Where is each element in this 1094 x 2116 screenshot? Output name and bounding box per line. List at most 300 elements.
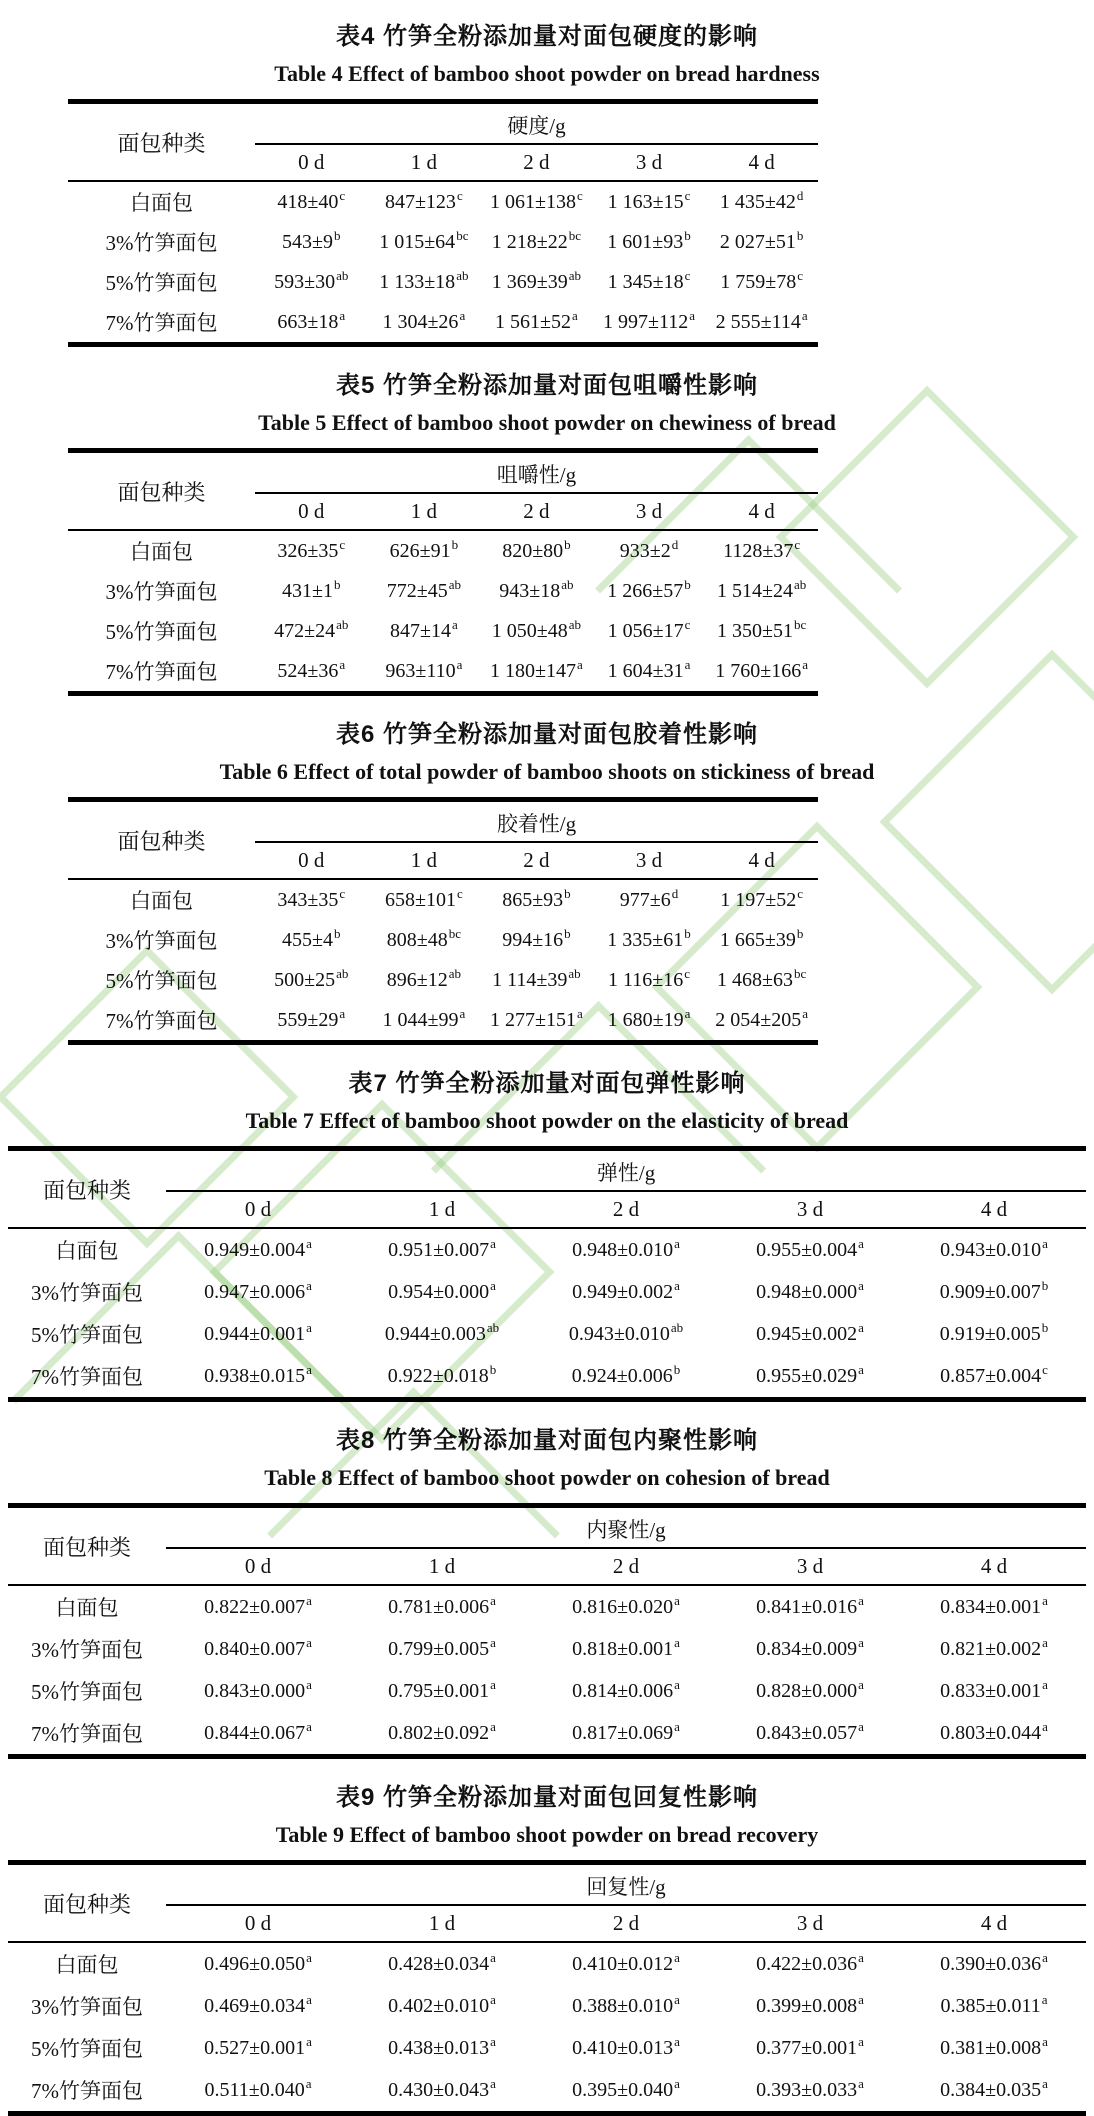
significance-superscript: c xyxy=(797,267,804,283)
value-cell: 0.834±0.009$^a$ xyxy=(756,1634,864,1660)
significance-superscript: ab xyxy=(336,267,349,283)
table-row xyxy=(68,1000,818,1043)
significance-superscript: b xyxy=(684,576,691,592)
table-block-4 xyxy=(0,16,1094,347)
value-cell: 1 $665\pm 39^b$ xyxy=(719,925,804,951)
significance-superscript: b xyxy=(673,1361,681,1377)
data-table xyxy=(8,1860,1086,2116)
day-column-header: 0 d xyxy=(166,1905,350,1942)
value-cell: 0.909±0.007$^b$ xyxy=(939,1277,1049,1303)
significance-superscript: ab xyxy=(794,576,807,592)
day-column-header: 4 d xyxy=(902,1905,1086,1942)
significance-superscript: b xyxy=(796,925,804,941)
significance-superscript: a xyxy=(339,307,346,323)
significance-superscript: a xyxy=(339,1005,346,1021)
day-header-row xyxy=(8,1905,1086,1942)
value-cell: 0.843±0.057$^a$ xyxy=(756,1718,864,1744)
row-label: 3%竹笋面包 xyxy=(31,1995,143,2019)
significance-superscript: a xyxy=(674,1235,680,1251)
value-cell: 0.857±0.004$^c$ xyxy=(940,1361,1048,1387)
row-label: 5%竹笋面包 xyxy=(31,1323,143,1347)
header-row-top xyxy=(8,1863,1086,1906)
value-cell: 0.949±0.004$^a$ xyxy=(204,1235,312,1261)
significance-superscript: c xyxy=(794,536,801,552)
metric-label: 内聚性/g xyxy=(166,1506,1086,1549)
table-row xyxy=(68,571,818,611)
table-block-8 xyxy=(0,1420,1094,1759)
significance-superscript: c xyxy=(339,885,346,901)
table-title-chinese: 表6 竹笋全粉添加量对面包胶着性影响 xyxy=(335,721,758,748)
day-column-header: 3 d xyxy=(718,1548,902,1585)
header-row-top xyxy=(8,1149,1086,1192)
value-cell: $593\pm 30^{ab}$ xyxy=(274,267,349,293)
row-label: 白面包 xyxy=(55,1239,119,1263)
value-cell: 1 $759\pm 78^c$ xyxy=(720,267,804,293)
table-title-english: Table 8 Effect of bamboo shoot powder on cohesion of bread xyxy=(264,1465,830,1490)
significance-superscript: a xyxy=(684,656,691,672)
metric-label: 回复性/g xyxy=(166,1863,1086,1906)
row-label: 7%竹笋面包 xyxy=(31,1365,143,1389)
significance-superscript: a xyxy=(490,1991,496,2007)
significance-superscript: bc xyxy=(794,965,807,981)
header-row-top xyxy=(8,1506,1086,1549)
significance-superscript: d xyxy=(671,885,679,901)
row-label: 7%竹笋面包 xyxy=(105,660,218,684)
significance-superscript: a xyxy=(674,1277,680,1293)
value-cell: 0.943±0.010$^a$ xyxy=(940,1235,1048,1261)
significance-superscript: b xyxy=(684,925,691,941)
significance-superscript: a xyxy=(306,1277,312,1293)
value-cell: $326\pm 35^c$ xyxy=(277,536,346,562)
significance-superscript: c xyxy=(684,965,691,981)
data-table xyxy=(68,797,818,1045)
value-cell: 0.795±0.001$^a$ xyxy=(388,1676,496,1702)
table-row xyxy=(68,879,818,920)
significance-superscript: b xyxy=(334,925,341,941)
value-cell: 0.381±0.008$^a$ xyxy=(940,2033,1048,2059)
value-cell: 0.814±0.006$^a$ xyxy=(572,1676,680,1702)
significance-superscript: d xyxy=(671,536,679,552)
value-cell: 1 $015\pm 64^{bc}$ xyxy=(379,227,469,253)
significance-superscript: a xyxy=(490,1718,496,1734)
day-column-header: 4 d xyxy=(902,1548,1086,1585)
day-column-header: 3 d xyxy=(593,144,706,181)
significance-superscript: a xyxy=(306,1991,312,2007)
significance-superscript: ab xyxy=(486,1319,500,1335)
value-cell: 0.948±0.000$^a$ xyxy=(756,1277,864,1303)
table-row xyxy=(68,960,818,1000)
row-label: 3%竹笋面包 xyxy=(31,1281,143,1305)
table-row xyxy=(8,1712,1086,1757)
value-cell: 1 $277\pm 151^a$ xyxy=(490,1005,583,1031)
day-column-header: 3 d xyxy=(593,493,706,530)
value-cell: 1 $044\pm 99^a$ xyxy=(382,1005,466,1031)
value-cell: 0.924±0.006$^b$ xyxy=(571,1361,681,1387)
value-cell: $896\pm 12^{ab}$ xyxy=(386,965,461,991)
value-cell: $472\pm 24^{ab}$ xyxy=(274,616,349,642)
significance-superscript: a xyxy=(858,1361,864,1377)
row-header-label: 面包种类 xyxy=(8,1506,166,1586)
row-header-label: 面包种类 xyxy=(8,1149,166,1229)
significance-superscript: a xyxy=(1042,2075,1048,2091)
value-cell: 1 $197\pm 52^c$ xyxy=(720,885,804,911)
significance-superscript: a xyxy=(490,2075,496,2091)
table-row xyxy=(8,1628,1086,1670)
row-label: 白面包 xyxy=(129,540,193,564)
table-row xyxy=(68,262,818,302)
value-cell: 1 $335\pm 61^b$ xyxy=(607,925,691,951)
significance-superscript: b xyxy=(796,227,804,243)
table-row xyxy=(68,651,818,694)
value-cell: $1128\pm 37^c$ xyxy=(723,536,801,562)
metric-label: 咀嚼性/g xyxy=(255,451,818,494)
day-header-row xyxy=(8,1191,1086,1228)
table-title-chinese: 表7 竹笋全粉添加量对面包弹性影响 xyxy=(348,1070,746,1097)
value-cell: 1 $350\pm 51^{bc}$ xyxy=(717,616,807,642)
row-label: 7%竹笋面包 xyxy=(31,1722,143,1746)
significance-superscript: a xyxy=(572,307,578,323)
table-block-9 xyxy=(0,1777,1094,2116)
value-cell: 0.799±0.005$^a$ xyxy=(388,1634,496,1660)
day-column-header: 3 d xyxy=(718,1905,902,1942)
day-column-header: 2 d xyxy=(534,1905,718,1942)
value-cell: 0.944±0.003$^{ab}$ xyxy=(384,1319,500,1345)
significance-superscript: c xyxy=(339,187,346,203)
day-column-header: 1 d xyxy=(368,144,481,181)
value-cell: 0.410±0.012$^a$ xyxy=(572,1949,680,1975)
value-cell: 2 $027\pm 51^b$ xyxy=(719,227,804,253)
significance-superscript: a xyxy=(306,2033,312,2049)
significance-superscript: ab xyxy=(568,267,582,283)
significance-superscript: a xyxy=(858,1634,864,1650)
value-cell: $455\pm 4^b$ xyxy=(282,925,341,951)
significance-superscript: a xyxy=(858,1991,864,2007)
day-column-header: 0 d xyxy=(255,842,368,879)
day-column-header: 0 d xyxy=(255,144,368,181)
table-row xyxy=(8,1313,1086,1355)
row-label: 3%竹笋面包 xyxy=(105,231,218,255)
value-cell: 1 $056\pm 17^c$ xyxy=(607,616,691,642)
value-cell: 1 $435\pm 42^d$ xyxy=(719,187,804,213)
value-cell: $543\pm 9^b$ xyxy=(282,227,341,253)
significance-superscript: a xyxy=(674,1592,680,1608)
significance-superscript: a xyxy=(339,656,346,672)
value-cell: 0.395±0.040$^a$ xyxy=(572,2075,680,2101)
row-label: 3%竹笋面包 xyxy=(31,1638,143,1662)
day-column-header: 1 d xyxy=(350,1191,534,1228)
day-column-header: 1 d xyxy=(368,842,481,879)
significance-superscript: a xyxy=(577,656,583,672)
day-column-header: 0 d xyxy=(166,1548,350,1585)
value-cell: 1 $369\pm 39^{ab}$ xyxy=(491,267,582,293)
significance-superscript: b xyxy=(334,576,341,592)
value-cell: 0.821±0.002$^a$ xyxy=(940,1634,1048,1660)
table-row xyxy=(8,1942,1086,1985)
value-cell: 0.844±0.067$^a$ xyxy=(204,1718,312,1744)
significance-superscript: a xyxy=(490,1592,496,1608)
value-cell: 0.951±0.007$^a$ xyxy=(388,1235,496,1261)
row-label: 5%竹笋面包 xyxy=(31,2037,143,2061)
table-title-chinese: 表4 竹笋全粉添加量对面包硬度的影响 xyxy=(335,23,758,50)
table-row xyxy=(8,1228,1086,1271)
row-header-label: 面包种类 xyxy=(8,1863,166,1943)
value-cell: 0.410±0.013$^a$ xyxy=(572,2033,680,2059)
day-column-header: 2 d xyxy=(534,1548,718,1585)
table-title-english: Table 5 Effect of bamboo shoot powder on chewiness of bread xyxy=(258,410,836,435)
value-cell: $524\pm 36^a$ xyxy=(277,656,346,682)
value-cell: 0.438±0.013$^a$ xyxy=(388,2033,496,2059)
significance-superscript: a xyxy=(306,1949,312,1965)
significance-superscript: a xyxy=(306,1361,312,1377)
header-row-top xyxy=(68,102,818,145)
value-cell: $500\pm 25^{ab}$ xyxy=(274,965,349,991)
significance-superscript: b xyxy=(1041,1277,1049,1293)
significance-superscript: ab xyxy=(568,616,582,632)
table-body xyxy=(8,1228,1086,1400)
day-column-header: 4 d xyxy=(705,842,818,879)
day-column-header: 1 d xyxy=(368,493,481,530)
metric-label: 胶着性/g xyxy=(255,800,818,843)
value-cell: 1 $163\pm 15^c$ xyxy=(607,187,691,213)
day-column-header: 2 d xyxy=(480,493,593,530)
significance-superscript: a xyxy=(459,307,466,323)
value-cell: 0.954±0.000$^a$ xyxy=(388,1277,496,1303)
significance-superscript: c xyxy=(684,187,691,203)
significance-superscript: a xyxy=(858,1592,864,1608)
value-cell: 0.817±0.069$^a$ xyxy=(572,1718,680,1744)
value-cell: $933\pm 2^d$ xyxy=(619,536,679,562)
value-cell: 0.943±0.010$^{ab}$ xyxy=(568,1319,684,1345)
significance-superscript: a xyxy=(858,2033,864,2049)
day-column-header: 0 d xyxy=(255,493,368,530)
value-cell: $808\pm 48^{bc}$ xyxy=(386,925,461,951)
table-row xyxy=(68,222,818,262)
significance-superscript: ab xyxy=(336,965,349,981)
day-column-header: 2 d xyxy=(480,144,593,181)
table-row xyxy=(8,2027,1086,2069)
significance-superscript: a xyxy=(456,656,463,672)
value-cell: 1 $760\pm 166^a$ xyxy=(715,656,809,682)
value-cell: 0.399±0.008$^a$ xyxy=(756,1991,864,2017)
significance-superscript: ab xyxy=(336,616,349,632)
value-cell: 0.496±0.050$^a$ xyxy=(204,1949,312,1975)
value-cell: 0.402±0.010$^a$ xyxy=(388,1991,496,2017)
value-cell: 0.422±0.036$^a$ xyxy=(756,1949,864,1975)
value-cell: 0.955±0.004$^a$ xyxy=(756,1235,864,1261)
value-cell: 0.428±0.034$^a$ xyxy=(388,1949,496,1975)
day-column-header: 3 d xyxy=(718,1191,902,1228)
significance-superscript: a xyxy=(490,1676,496,1692)
significance-superscript: ab xyxy=(670,1319,684,1335)
value-cell: 0.955±0.029$^a$ xyxy=(756,1361,864,1387)
table-row xyxy=(68,302,818,345)
significance-superscript: bc xyxy=(568,227,582,243)
significance-superscript: b xyxy=(564,536,571,552)
significance-superscript: a xyxy=(684,1005,691,1021)
significance-superscript: a xyxy=(858,1676,864,1692)
significance-superscript: ab xyxy=(456,267,469,283)
value-cell: 0.840±0.007$^a$ xyxy=(204,1634,312,1660)
significance-superscript: b xyxy=(684,227,691,243)
significance-superscript: a xyxy=(858,1319,864,1335)
value-cell: 0.393±0.033$^a$ xyxy=(756,2075,864,2101)
value-cell: 0.469±0.034$^a$ xyxy=(204,1991,312,2017)
significance-superscript: b xyxy=(564,885,571,901)
value-cell: 1 $601\pm 93^b$ xyxy=(607,227,691,253)
significance-superscript: a xyxy=(1042,1235,1048,1251)
significance-superscript: a xyxy=(306,1718,312,1734)
value-cell: 0.919±0.005$^b$ xyxy=(939,1319,1049,1345)
table-title-english: Table 6 Effect of total powder of bamboo shoots on stickiness of bread xyxy=(219,759,875,784)
value-cell: 1 $116\pm 16^c$ xyxy=(608,965,691,991)
table-body xyxy=(68,530,818,694)
table-title-chinese: 表5 竹笋全粉添加量对面包咀嚼性影响 xyxy=(335,372,758,399)
value-cell: 0.843±0.000$^a$ xyxy=(204,1676,312,1702)
significance-superscript: a xyxy=(858,1949,864,1965)
significance-superscript: a xyxy=(306,1676,312,1692)
significance-superscript: b xyxy=(564,925,571,941)
significance-superscript: ab xyxy=(448,576,461,592)
row-label: 7%竹笋面包 xyxy=(31,2079,143,2103)
value-cell: 0.841±0.016$^a$ xyxy=(756,1592,864,1618)
table-row xyxy=(8,1271,1086,1313)
significance-superscript: a xyxy=(1042,1634,1048,1650)
table-body xyxy=(8,1942,1086,2114)
row-label: 7%竹笋面包 xyxy=(105,1009,218,1033)
day-column-header: 2 d xyxy=(534,1191,718,1228)
significance-superscript: a xyxy=(306,1592,312,1608)
value-cell: 0.818±0.001$^a$ xyxy=(572,1634,680,1660)
significance-superscript: a xyxy=(1042,1676,1048,1692)
significance-superscript: a xyxy=(674,1991,680,2007)
value-cell: 0.945±0.002$^a$ xyxy=(756,1319,864,1345)
row-label: 5%竹笋面包 xyxy=(105,620,218,644)
significance-superscript: a xyxy=(674,1718,680,1734)
significance-superscript: b xyxy=(489,1361,497,1377)
value-cell: 2 $555\pm 114^a$ xyxy=(715,307,808,333)
table-block-5 xyxy=(0,365,1094,696)
value-cell: 0.802±0.092$^a$ xyxy=(388,1718,496,1744)
day-column-header: 4 d xyxy=(705,493,818,530)
table-row xyxy=(68,530,818,571)
significance-superscript: a xyxy=(674,2033,680,2049)
significance-superscript: a xyxy=(1042,1592,1048,1608)
significance-superscript: b xyxy=(1041,1319,1049,1335)
significance-superscript: a xyxy=(674,1676,680,1692)
value-cell: 1 $604\pm 31^a$ xyxy=(607,656,691,682)
row-label: 白面包 xyxy=(129,191,193,215)
value-cell: $943\pm 18^{ab}$ xyxy=(499,576,574,602)
value-cell: 0.938±0.015$^a$ xyxy=(204,1361,312,1387)
significance-superscript: a xyxy=(674,1949,680,1965)
table-block-6 xyxy=(0,714,1094,1045)
value-cell: 1 $997\pm 112^a$ xyxy=(602,307,695,333)
table-row xyxy=(68,611,818,651)
table-row xyxy=(8,1670,1086,1712)
value-cell: $431\pm 1^b$ xyxy=(282,576,341,602)
significance-superscript: bc xyxy=(456,227,469,243)
table-row xyxy=(68,181,818,222)
table-row xyxy=(8,2069,1086,2114)
value-cell: 0.947±0.006$^a$ xyxy=(204,1277,312,1303)
significance-superscript: a xyxy=(689,307,695,323)
row-label: 5%竹笋面包 xyxy=(105,271,218,295)
value-cell: 0.527±0.001$^a$ xyxy=(204,2033,312,2059)
row-label: 白面包 xyxy=(55,1596,119,1620)
value-cell: 1 $218\pm 22^{bc}$ xyxy=(491,227,582,253)
significance-superscript: c xyxy=(456,187,463,203)
table-row xyxy=(8,1585,1086,1628)
value-cell: $626\pm 91^b$ xyxy=(389,536,459,562)
data-table xyxy=(68,448,818,696)
significance-superscript: c xyxy=(1042,1361,1048,1377)
significance-superscript: a xyxy=(305,2075,312,2091)
table-body xyxy=(68,879,818,1043)
significance-superscript: a xyxy=(459,1005,466,1021)
table-title-english: Table 4 Effect of bamboo shoot powder on bread hardness xyxy=(274,61,820,86)
row-label: 7%竹笋面包 xyxy=(105,311,218,335)
significance-superscript: a xyxy=(306,1235,312,1251)
table-body xyxy=(8,1585,1086,1757)
significance-superscript: a xyxy=(858,1277,864,1293)
significance-superscript: a xyxy=(1042,1949,1048,1965)
table-row xyxy=(8,1355,1086,1400)
value-cell: $559\pm 29^a$ xyxy=(277,1005,346,1031)
significance-superscript: a xyxy=(674,1634,680,1650)
value-cell: 1 $114\pm 39^{ab}$ xyxy=(492,965,581,991)
significance-superscript: a xyxy=(802,656,809,672)
value-cell: 0.822±0.007$^a$ xyxy=(204,1592,312,1618)
significance-superscript: a xyxy=(306,1319,312,1335)
value-cell: 0.922±0.018$^b$ xyxy=(387,1361,497,1387)
value-cell: $820\pm 80^b$ xyxy=(502,536,571,562)
value-cell: 2 $054\pm 205^a$ xyxy=(715,1005,809,1031)
significance-superscript: a xyxy=(674,2075,680,2091)
value-cell: 0.511±0.040$^a$ xyxy=(204,2075,312,2101)
value-cell: 1 $266\pm 57^b$ xyxy=(607,576,691,602)
significance-superscript: ab xyxy=(568,965,581,981)
day-column-header: 0 d xyxy=(166,1191,350,1228)
day-column-header: 2 d xyxy=(480,842,593,879)
value-cell: 1 $680\pm 19^a$ xyxy=(607,1005,691,1031)
significance-superscript: ab xyxy=(561,576,574,592)
significance-superscript: b xyxy=(451,536,459,552)
significance-superscript: a xyxy=(490,1949,496,1965)
value-cell: 0.828±0.000$^a$ xyxy=(756,1676,864,1702)
significance-superscript: a xyxy=(451,616,458,632)
row-label: 3%竹笋面包 xyxy=(105,580,218,604)
significance-superscript: a xyxy=(801,307,808,323)
day-column-header: 4 d xyxy=(705,144,818,181)
value-cell: 0.377±0.001$^a$ xyxy=(756,2033,864,2059)
row-label: 3%竹笋面包 xyxy=(105,929,218,953)
row-header-label: 面包种类 xyxy=(68,451,255,531)
value-cell: $418\pm 40^c$ xyxy=(277,187,346,213)
significance-superscript: ab xyxy=(448,965,461,981)
value-cell: 1 $468\pm 63^{bc}$ xyxy=(717,965,807,991)
significance-superscript: a xyxy=(1042,1718,1048,1734)
day-column-header: 3 d xyxy=(593,842,706,879)
value-cell: $772\pm 45^{ab}$ xyxy=(386,576,461,602)
value-cell: 0.384±0.035$^a$ xyxy=(940,2075,1048,2101)
value-cell: $847\pm 14^a$ xyxy=(389,616,458,642)
significance-superscript: b xyxy=(334,227,341,243)
value-cell: 0.944±0.001$^a$ xyxy=(204,1319,312,1345)
table-row xyxy=(68,920,818,960)
data-table xyxy=(8,1503,1086,1759)
table-title-english: Table 9 Effect of bamboo shoot powder on bread recovery xyxy=(275,1822,819,1847)
significance-superscript: a xyxy=(858,2075,864,2091)
